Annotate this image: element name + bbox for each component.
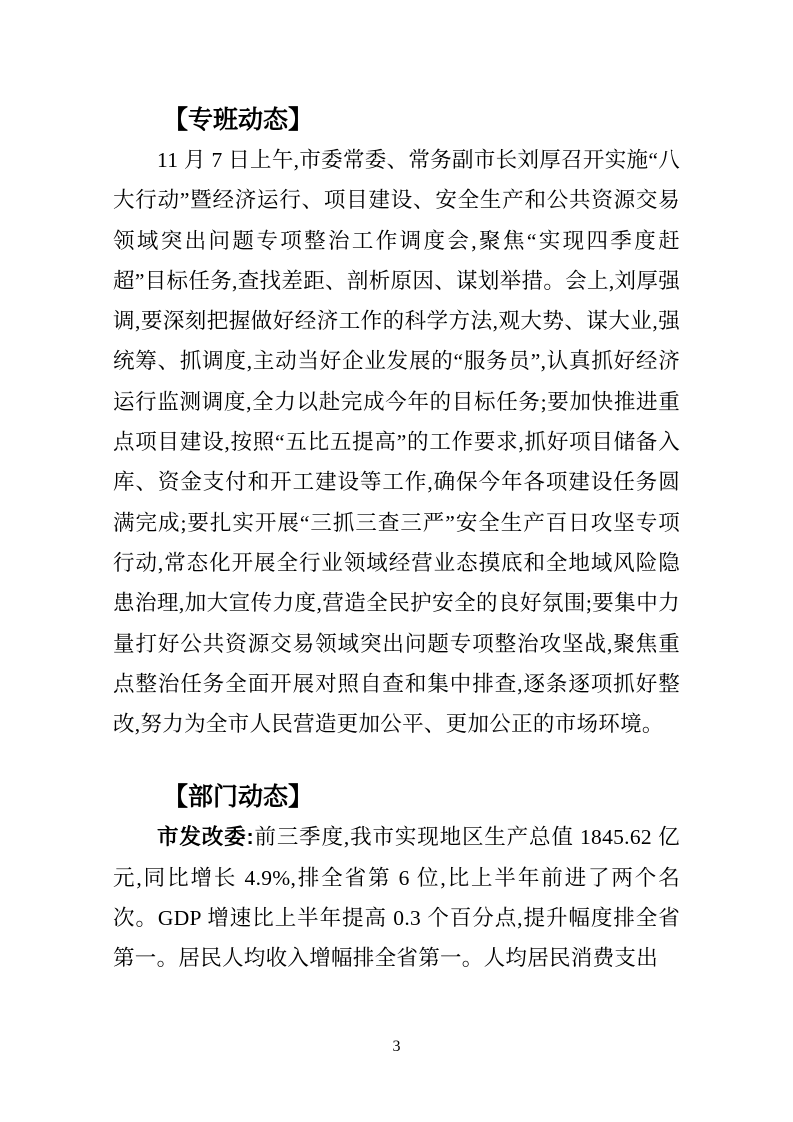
page-number: 3	[392, 1038, 401, 1055]
body-paragraph	[113, 817, 680, 978]
body-paragraph	[113, 140, 680, 744]
paragraph-text: 11 月 7 日上午,市委常委、常务副市长刘厚召开实施“八大行动”暨经济运行、项目建设、安全生产和公共资源交易领域突出问题专项整治工作调度会,聚焦“实现四季度赶超”目标任务,查找差距、剖析原因、谋划举措。会上,刘厚强调,要深刻把握做好经济工作的科学方法,观大势、谋大业,强统筹、抓调度,主动当好企业发展的“服务员”,认真抓好经济运行监测调度,全力以赴完成今年的目标任务;要加快推进重点项目建设,按照“五比五提高”的工作要求,抓好项目储备入库、资金支付和开工建设等工作,确保今年各项建设任务圆满完成;要扎实开展“三抓三查三严”安全生产百日攻坚专项行动,常态化开展全行业领域经营业态摸底和全地域风险隐患治理,加大宣传力度,营造全民护安全的良好氛围;要集中力量打好公共资源交易领域突出问题专项整治攻坚战,聚焦重点整治任务全面开展对照自查和集中排查,逐条逐项抓好整改,努力为全市人民营造更加公平、更加公正的市场环境。	[113, 148, 680, 737]
section-bumen-dongtai	[113, 777, 680, 978]
section-zhuanban-dongtai	[113, 100, 680, 744]
section-heading-bumen: 【部门动态】	[163, 783, 314, 812]
paragraph-lead: 市发改委:	[157, 825, 254, 850]
page-content	[113, 100, 680, 979]
paragraph-text: 前三季度,我市实现地区生产总值 1845.62 亿元,同比增长 4.9%,排全省第 6 位,比上半年前进了两个名次。GDP 增速比上半年提高 0.3 个百分点,提升幅度排全省第一。居民人均收入增幅排全省第一。人均居民消费支出	[113, 825, 680, 971]
section-heading-zhuanban: 【专班动态】	[163, 106, 314, 134]
